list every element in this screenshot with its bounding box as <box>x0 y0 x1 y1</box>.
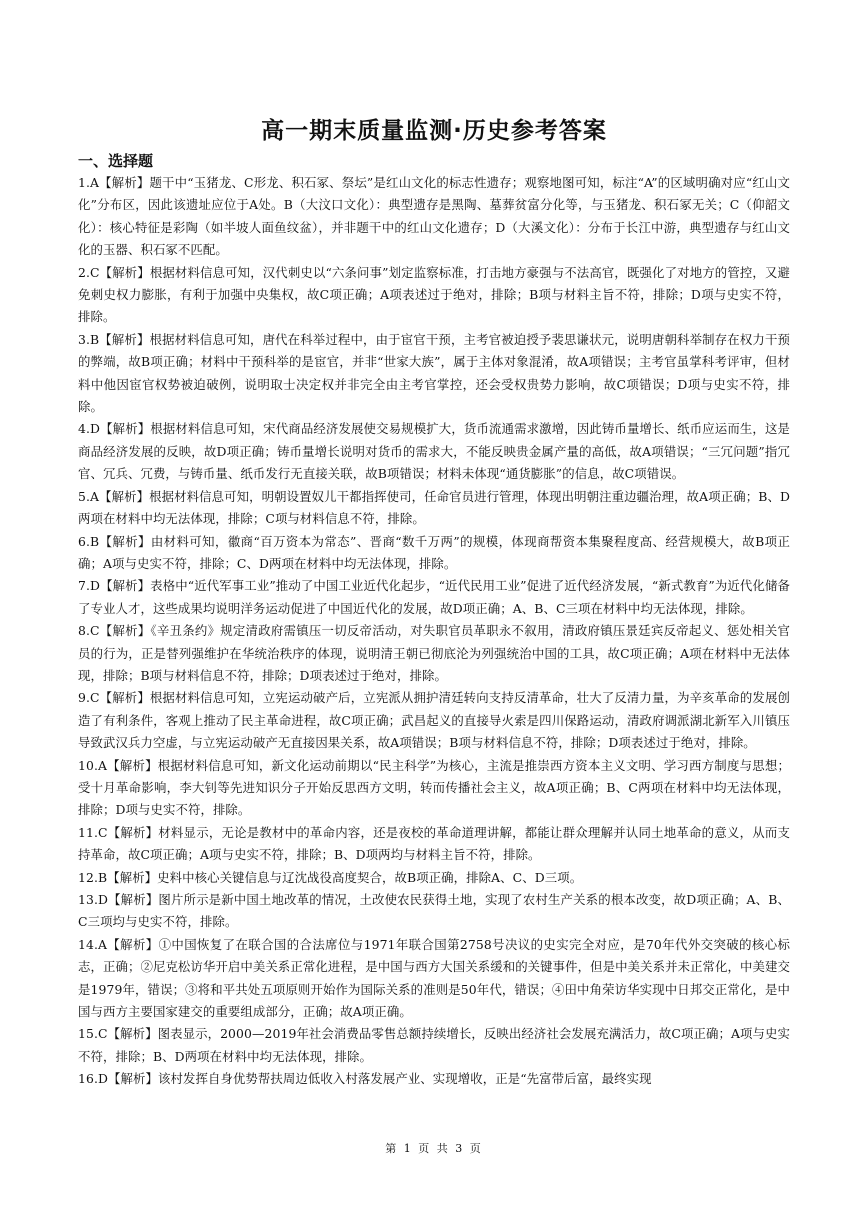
section-heading: 一、选择题 <box>78 152 154 170</box>
answer-item-14: 14.A【解析】①中国恢复了在联合国的合法席位与1971年联合国第2758号决议的史实完全对应，是70年代外交突破的核心标志，正确；②尼克松访华开启中美关系正常化进程，是中国与西方大国关系缓和的关键事件，但是中美关系并未正常化，中美建交是1979年，错误；③将和平共处五项原则开始作为国际关系的准则是50年代，错误；④田中角荣访华实现中日邦交正常化，是中国与西方主要国家建交的重要组成部分，正确；故A项正确。 <box>78 936 790 1020</box>
answer-key-page <box>78 0 790 1227</box>
answer-item-1: 1.A【解析】题干中“玉猪龙、C形龙、积石冢、祭坛”是红山文化的标志性遗存；观察地图可知，标注“A”的区域明确对应“红山文化”分布区，因此该遗址应位于A处。B（大汶口文化）：典型遗存是黑陶、墓葬贫富分化等，与玉猪龙、积石冢无关；C（仰韶文化）：核心特征是彩陶（如半坡人面鱼纹盆），并非题干中的红山文化遗存；D（大溪文化）：分布于长江中游，典型遗存与红山文化的玉器、积石冢不匹配。 <box>78 175 790 258</box>
answer-item-10: 10.A【解析】根据材料信息可知，新文化运动前期以“民主科学”为核心，主流是推崇西方资本主义文明、学习西方制度与思想；受十月革命影响，李大钊等先进知识分子开始反思西方文明，转而传播社会主义，故A项正确；B、C两项在材料中均无法体现，排除；D项与史实不符，排除。 <box>78 757 790 818</box>
answer-item-16: 16.D【解析】该村发挥自身优势帮扶周边低收入村落发展产业、实现增收，正是“先富带后富，最终实现 <box>78 1071 652 1087</box>
page-footer: 第 1 页 共 3 页 <box>385 1142 483 1155</box>
answer-item-7: 7.D【解析】表格中“近代军事工业”推动了中国工业近代化起步，“近代民用工业”促进了近代经济发展，“新式教育”为近代化储备了专业人才，这些成果均说明洋务运动促进了中国近代化的发展，故D项正确；A、B、C三项在材料中均无法体现，排除。 <box>78 578 790 616</box>
answer-item-3: 3.B【解析】根据材料信息可知，唐代在科举过程中，由于宦官干预，主考官被迫授予裴思谦状元，说明唐朝科举制存在权力干预的弊端，故B项正确；材料中干预科举的是宦官，并非“世家大族”，属于主体对象混淆，故A项错误；主考官虽掌科考评审，但材料中他因宦官权势被迫破例，说明取士决定权并非完全由主考官掌控，还会受权贵势力影响，故C项错误；D项与史实不符，排除。 <box>78 331 790 415</box>
answer-item-13: 13.D【解析】图片所示是新中国土地改革的情况，土改使农民获得土地，实现了农村生产关系的根本改变，故D项正确；A、B、C三项均与史实不符，排除。 <box>78 892 790 930</box>
answer-item-8: 8.C【解析】《辛丑条约》规定清政府需镇压一切反帝活动，对失职官员革职永不叙用，清政府镇压景廷宾反帝起义、惩处相关官员的行为，正是替列强维护在华统治秩序的体现，说明清王朝已彻底沦为列强统治中国的工具，故C项正确；A项在材料中无法体现，排除；B项与材料信息不符，排除；D项表述过于绝对，排除。 <box>78 623 790 683</box>
answer-item-5: 5.A【解析】根据材料信息可知，明朝设置奴儿干都指挥使司，任命官员进行管理，体现出明朝注重边疆治理，故A项正确；B、D两项在材料中均无法体现，排除；C项与材料信息不符，排除。 <box>78 488 790 527</box>
page-title: 高一期末质量监测·历史参考答案 <box>261 118 607 144</box>
answer-item-12: 12.B【解析】史料中核心关键信息与辽沈战役高度契合，故B项正确，排除A、C、D三项。 <box>78 869 583 885</box>
answer-item-2: 2.C【解析】根据材料信息可知，汉代刺史以“六条问事”划定监察标准，打击地方豪强与不法高官，既强化了对地方的管控，又避免刺史权力膨胀，有利于加强中央集权，故C项正确；A项表述过于绝对，排除；B项与材料主旨不符，排除；D项与史实不符，排除。 <box>78 264 790 325</box>
answer-item-6: 6.B【解析】由材料可知，徽商“百万资本为常态”、晋商“数千万两”的规模，体现商帮资本集聚程度高、经营规模大，故B项正确；A项与史实不符，排除；C、D两项在材料中均无法体现，排除。 <box>78 533 790 571</box>
answer-item-9: 9.C【解析】根据材料信息可知，立宪运动破产后，立宪派从拥护清廷转向支持反清革命，壮大了反清力量，为辛亥革命的发展创造了有利条件，客观上推动了民主革命进程，故C项正确；武昌起义的直接导火索是四川保路运动，清政府调派湖北新军入川镇压导致武汉兵力空虚，与立宪运动破产无直接因果关系，故A项错误；B项与材料信息不符，排除；D项表述过于绝对，排除。 <box>78 690 790 751</box>
answer-item-4: 4.D【解析】根据材料信息可知，宋代商品经济发展使交易规模扩大，货币流通需求激增，因此铸币量增长、纸币应运而生，这是商品经济发展的反映，故D项正确；铸币量增长说明对货币的需求大，不能反映贵金属产量的高低，故A项错误；“三冗问题”指冗官、冗兵、冗费，与铸币量、纸币发行无直接关联，故B项错误；材料未体现“通货膨胀”的信息，故C项错误。 <box>78 421 790 482</box>
answer-item-15: 15.C【解析】图表显示，2000—2019年社会消费品零售总额持续增长，反映出经济社会发展充满活力，故C项正确；A项与史实不符，排除；B、D两项在材料中均无法体现，排除。 <box>78 1026 790 1064</box>
answer-item-11: 11.C【解析】材料显示，无论是教材中的革命内容，还是夜校的革命道理讲解，都能让群众理解并认同土地革命的意义，从而支持革命，故C项正确；A项与史实不符，排除；B、D项两均与材料主旨不符，排除。 <box>78 824 790 863</box>
answer-list <box>78 172 790 1091</box>
